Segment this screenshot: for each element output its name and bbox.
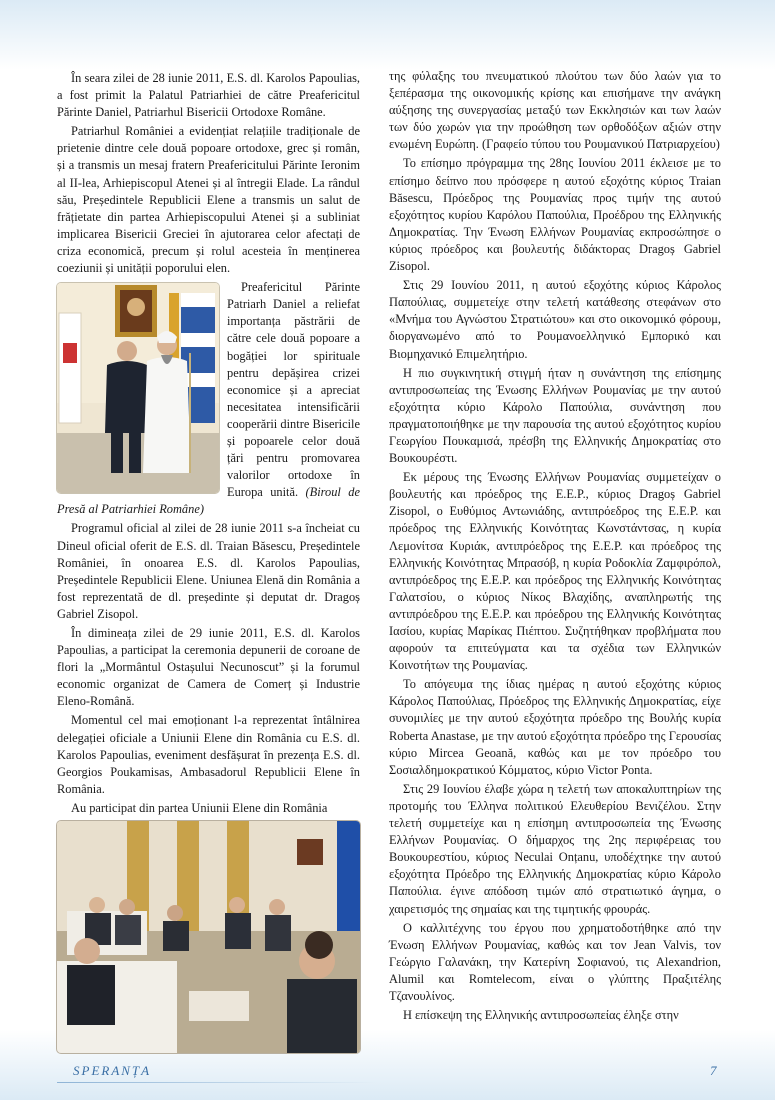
paragraph: Au participat din partea Uniunii Elene din România	[71, 800, 328, 815]
paragraph: Το επίσημο πρόγραμμα της 28ης Ιουνίου 2011 έκλεισε με το επίσημο δείπνο που πρόσφερε η αυτού εξοχότης κύριος Traian Băsescu, Πρόεδρος της Ρουμανίας προς τιμήν της αυτού εξοχότητος κυρίου Καρόλου Παπούλια, Προέδρου της Ελληνικής Δημοκρατίας. Την Ένωση Ελλήνων Ρουμανίας εκπροσώπησε ο κύριος πρόεδρος και βουλευτής διδάκτορας Dragoș Gabriel Zisopol.	[389, 156, 721, 274]
paragraph	[57, 123, 360, 277]
magazine-brand: SPERANȚA	[73, 1063, 152, 1078]
photo-delegation-meeting	[57, 821, 360, 1053]
paragraph: Η πιο συγκινητική στιγμή ήταν η συνάντηση της επίσημης αντιπροσωπείας της Ένωσης Ελλήνων Ρουμανίας με την αυτού εξοχότητα κύριο Κάρολο Παπούλια, συνάντηση που πραγματοποιήθηκε με την παρουσία της αυτού εξοχότητος κυρίου Γεωργίου Πουκαμισά, πρέσβη της Ελληνικής Δημοκρατίας στο Βουκουρέστι.	[389, 365, 721, 466]
paragraph-text: Patriarhul României a evidențiat relațiile tradiționale de prietenie dintre cele două popoare ortodoxe, grec și român, și a transmis un mesaj fratern Preafericitului Părinte Ieronim al II-lea, Arhiepiscopul Atenei și al întregii Elade. La rândul său, Președintele Republicii Elene a transmis un salut de frățietate din partea Arhiepiscopului Atenei și a subliniat implicarea Bisericii Greciei în ajutorarea celor afectați de criza economică, precum și rolul acesteia în menținerea coeziunii și unității poporului elen.	[57, 124, 360, 276]
paragraph: În dimineața zilei de 29 iunie 2011, E.S. dl. Karolos Papoulias, a participat la ceremonia depunerii de coroane de flori la „Mormântul Ostașului Necunoscut” și la forumul economic organizat de Camera de Comerț și Industrie Eleno-Română.	[57, 626, 360, 709]
footer-divider	[57, 1082, 377, 1083]
paragraph: Ο καλλιτέχνης του έργου που χρηματοδοτήθηκε από την Ένωση Ελλήνων Ρουμανίας, καθώς και τον Jean Valvis, τον Γεώργιο Γαλανάκη, την Κατερίνη Σοφιανού, τις Alexandrion, Alumil και Romtelecom, είναι ο γλύπτης Πραξιτέλης Τζανουλίνος.	[389, 920, 721, 1003]
article-left-column	[57, 70, 360, 819]
photo-delegation-meeting-image	[57, 821, 360, 1053]
paragraph: Το απόγευμα της ίδιας ημέρας η αυτού εξοχότης κύριος Κάρολος Παπούλιας, Πρόεδρος της Ελληνικής Δημοκρατίας, είχε συνομιλίες με την αυτού εξοχότητα πρόεδρο της Βουλής κυρία Roberta Anastase, με την αυτού εξοχότητα πρόεδρο της Γερουσίας κύριο Mircea Geoană, καθώς και με τον πρόεδρο του Σοσιαλδημοκρατικού Κόμματος, κύριο Victor Ponta.	[389, 677, 721, 777]
page-number: 7	[710, 1063, 717, 1078]
photo-president-patriarch-image	[57, 283, 219, 493]
paragraph: Η επίσκεψη της Ελληνικής αντιπροσωπείας έληξε στην	[403, 1008, 679, 1023]
paragraph-text: Preafericitul Părinte Patriarh Daniel a reliefat importanța păstrării de către cele două popoare a bogăției lor spirituale pentru depășirea crizei economice și a apreciat necesitatea intensificării cooperării dintre Bisericile și popoarele celor două țări pentru promovarea valorilor ortodoxe în Europa unită.	[227, 280, 360, 500]
paragraph: Στις 29 Ιουνίου έλαβε χώρα η τελετή των αποκαλυπτηρίων της προτομής του Έλληνα πολιτικού Ελευθερίου Βενιζέλου. Στην τελετή συμμετείχε και η επίσημη αντιπροσωπεία της Ένωσης Ελλήνων Ρουμανίας. Ο δήμαρχος της 2ης περιφέρειας του Βουκουρεστίου, κύριος Neculai Onțanu, υποδέχτηκε την αυτού εξοχότητα Πρόεδρο της Ελληνικής Δημοκρατίας κύριο Κάρολο Παπούλια. έγινε απόδοση τιμών από στρατιωτικό άγημα, ο χαιρετισμός της σημαίας και της τιμητικής φρουράς.	[389, 781, 721, 916]
paragraph: Momentul cel mai emoționant l-a reprezentat întâlnirea delegației oficiale a Uniunii Elene din România cu E.S. dl. Karolos Papoulias, eveniment desfășurat în prezența E.S. dl. Georgios Poukamisas, Ambasadorul Republicii Elene în România.	[57, 713, 360, 796]
press-source: (Biroul de Presă al Patriarhiei Române)	[57, 485, 360, 517]
paragraph: Στις 29 Ιουνίου 2011, η αυτού εξοχότης κύριος Κάρολος Παπούλιας, συμμετείχε στην τελετή κατάθεσης στεφάνων στο «Μνήμα του Αγνώστου Στρατιώτου» και στο οικονομικό φόρουμ, διοργανωμένο από το Ρουμανοελληνικό Εμπορικό και Βιομηχανικό Επιμελητήριο.	[389, 278, 721, 361]
photo-president-patriarch	[57, 283, 219, 493]
article-right-column	[389, 68, 721, 1026]
paragraph: În seara zilei de 28 iunie 2011, E.S. dl. Karolos Papoulias, a fost primit la Palatul Patriarhiei de către Preafericitul Părinte Daniel, Patriarhul Bisericii Ortodoxe Române.	[57, 71, 360, 120]
paragraph: Programul oficial al zilei de 28 iunie 2011 s-a încheiat cu Dineul oficial oferit de E.S. dl. Traian Băsescu, Președintele României, în onoarea E.S. dl. Karolos Papoulias, Președintele Republicii Elene. Uniunea Elenă din România a fost reprezentată de dl. președinte și deputat dr. Dragoș Gabriel Zisopol.	[57, 521, 360, 621]
paragraph: Εκ μέρους της Ένωσης Ελλήνων Ρουμανίας συμμετείχαν ο βουλευτής και πρόεδρος της Ε.Ε.Ρ., κύριος Dragoș Gabriel Zisopol, ο Ευθύμιος Αντωνιάδης, αντιπρόεδρος της Ε.Ε.Ρ. και πρόεδρος της Ελληνικής Κοινότητας Κωνστάντσας, η κυρία Λεμονίτσα Κυριάκ, αντιπρόεδρος της Ε.Ε.Ρ. και πρόεδρος της Ελληνικής Κοινότητας Μπρασόβ, η κυρία Ροδοκλία Ζαμφιρόπολ, αντιπρόεδρος της Ε.Ε.Ρ. και πρόεδρος της Ελληνικής Κοινότητας Γαλατσίου, ο κύριος Νίκος Βλαχίδης, αναπληρωτής της αντιπρόεδρου της Ε.Ε.Ρ. και πρόεδρου της Ελληνικής Κοινότητας Ιασίου, κυρίας Μαρίκας Πιέπτου. Συζητήθηκαν προβλήματα που αφορούν τα επιτεύγματα και τα σχέδια των Ελληνικών Κοινοτήτων της Ρουμανίας.	[389, 470, 721, 673]
paragraph: της φύλαξης του πνευματικού πλούτου των δύο λαών για το ξεπέρασμα της οικονομικής κρίσης και επισήμανε την ανάγκη αύξησης της συνεργασίας μεταξύ των Εκκλησιών και των λαών των δύο χωρών για την προώθηση των ορθοδόξων αξιών στην ενωμένη Ευρώπη. (Γραφείο τύπου του Ρουμανικού Πατριαρχείου)	[389, 69, 721, 152]
